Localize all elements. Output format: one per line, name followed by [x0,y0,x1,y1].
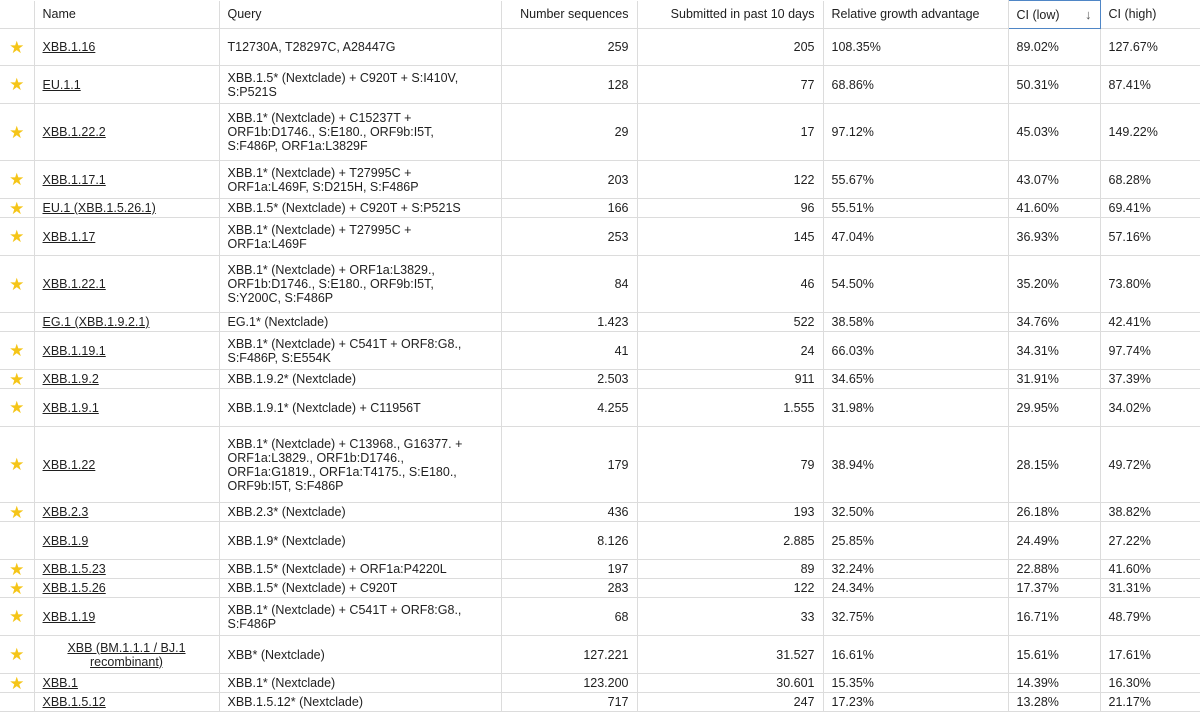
submitted-cell: 89 [637,560,823,579]
variant-link[interactable]: XBB.1.9 [42,533,89,548]
header-ci-low[interactable] [1008,1,1100,29]
table-row[interactable] [0,199,1200,218]
submitted-cell: 145 [637,218,823,256]
ci-low-cell: 34.31% [1008,332,1100,370]
query-cell [219,522,501,560]
ci-low-cell: 15.61% [1008,636,1100,674]
variant-link[interactable]: XBB.1.5.26 [42,581,106,595]
header-ci-high-label: CI (high) [1108,7,1157,22]
growth-advantage-cell: 66.03% [823,332,1008,370]
query-line: XBB.1* (Nextclade) + ORF1a:L3829., [227,263,435,277]
submitted-cell: 79 [637,427,823,503]
query-line: ORF1a:L469F, S:D215H, S:F486P [227,179,419,194]
number-sequences-cell: 41 [501,332,637,370]
ci-low-cell: 45.03% [1008,104,1100,161]
star-icon[interactable]: ★ [9,37,25,57]
star-cell [0,199,34,218]
star-cell [0,218,34,256]
variant-name-cell [34,29,219,66]
query-line: XBB.1* (Nextclade) [227,676,336,690]
number-sequences-cell: 179 [501,427,637,503]
star-cell [0,598,34,636]
table-row[interactable] [0,66,1200,104]
ci-high-cell: 73.80% [1100,256,1200,313]
ci-high-cell: 41.60% [1100,560,1200,579]
number-sequences-cell: 259 [501,29,637,66]
query-line: XBB.1.5* (Nextclade) + C920T + S:P521S [227,201,461,215]
table-header [0,1,1200,29]
ci-high-cell: 34.02% [1100,389,1200,427]
query-line: ORF1b:D1746., S:E180., ORF9b:I5T, [227,125,434,139]
query-cell [219,636,501,674]
growth-advantage-cell: 68.86% [823,66,1008,104]
number-sequences-cell: 253 [501,218,637,256]
variant-link[interactable]: XBB.1 [42,676,78,690]
ci-low-cell: 22.88% [1008,560,1100,579]
table-row[interactable] [0,598,1200,636]
star-cell [0,636,34,674]
query-line: XBB.1* (Nextclade) + C541T + ORF8:G8., [227,336,462,351]
query-line: T12730A, T28297C, A28447G [227,40,396,54]
submitted-cell: 17 [637,104,823,161]
star-cell [0,693,34,712]
variant-link[interactable]: EG.1 (XBB.1.9.2.1) [42,315,150,329]
growth-advantage-cell: 15.35% [823,674,1008,693]
query-line: S:Y200C, S:F486P [227,291,334,305]
query-line: XBB.1* (Nextclade) + C15237T + [227,111,412,125]
variant-name-cell [34,427,219,503]
star-icon[interactable]: ★ [9,398,25,417]
ci-high-cell: 37.39% [1100,370,1200,389]
query-line: ORF1a:G1819., ORF1a:T4175., S:E180., [227,464,457,479]
variant-name-cell [34,256,219,313]
variant-link[interactable]: XBB.1.5.12 [42,695,106,709]
variant-link[interactable]: XBB.1.22 [42,457,96,472]
header-query[interactable] [219,1,501,29]
growth-advantage-cell: 16.61% [823,636,1008,674]
ci-high-cell: 42.41% [1100,313,1200,332]
submitted-cell: 247 [637,693,823,712]
ci-high-cell: 69.41% [1100,199,1200,218]
variant-link[interactable]: XBB.1.9.2 [42,372,99,386]
query-cell [219,29,501,66]
query-cell [219,161,501,199]
variant-link[interactable]: XBB.1.17 [42,229,96,244]
submitted-cell: 1.555 [637,389,823,427]
star-icon[interactable]: ★ [9,341,25,360]
ci-high-cell: 21.17% [1100,693,1200,712]
variant-name-line: XBB (BM.1.1.1 / BJ.1 [67,640,186,655]
star-icon[interactable]: ★ [9,645,25,664]
star-cell [0,29,34,66]
variant-name-cell [34,218,219,256]
table-row[interactable] [0,579,1200,598]
ci-low-cell: 31.91% [1008,370,1100,389]
star-icon[interactable]: ★ [9,369,25,389]
table-row[interactable] [0,313,1200,332]
query-cell [219,560,501,579]
header-submitted[interactable] [637,1,823,29]
ci-high-cell: 68.28% [1100,161,1200,199]
query-cell [219,370,501,389]
number-sequences-cell: 4.255 [501,389,637,427]
table-row[interactable] [0,503,1200,522]
growth-advantage-cell: 24.34% [823,579,1008,598]
ci-low-cell: 35.20% [1008,256,1100,313]
number-sequences-cell: 166 [501,199,637,218]
table-row[interactable] [0,370,1200,389]
query-line: XBB.1.9* (Nextclade) [227,533,346,548]
submitted-cell: 33 [637,598,823,636]
table-row[interactable] [0,427,1200,503]
ci-high-cell: 31.31% [1100,579,1200,598]
growth-advantage-cell: 54.50% [823,256,1008,313]
table-row[interactable] [0,674,1200,693]
ci-high-cell: 97.74% [1100,332,1200,370]
ci-high-cell: 149.22% [1100,104,1200,161]
ci-high-cell: 87.41% [1100,66,1200,104]
variant-name-cell [34,161,219,199]
variant-link[interactable]: XBB.1.19.1 [42,343,106,358]
number-sequences-cell: 127.221 [501,636,637,674]
table-body [0,29,1200,712]
query-cell [219,389,501,427]
star-cell [0,370,34,389]
number-sequences-cell: 197 [501,560,637,579]
submitted-cell: 96 [637,199,823,218]
variant-link[interactable]: XBB.1.17.1 [42,172,106,187]
ci-high-cell: 17.61% [1100,636,1200,674]
variant-link[interactable]: XBB.2.3 [42,505,89,519]
ci-low-cell: 43.07% [1008,161,1100,199]
header-growth-label: Relative growth advantage [831,7,980,22]
submitted-cell: 24 [637,332,823,370]
ci-low-cell: 29.95% [1008,389,1100,427]
star-cell [0,579,34,598]
star-cell [0,104,34,161]
query-line: ORF1b:D1746., S:E180., ORF9b:I5T, [227,277,434,291]
header-ci-high[interactable] [1100,1,1200,29]
number-sequences-cell: 2.503 [501,370,637,389]
variant-link[interactable] [67,641,185,669]
query-line: EG.1* (Nextclade) [227,315,329,329]
variant-link[interactable]: XBB.1.22.1 [42,277,106,291]
ci-low-cell: 14.39% [1008,674,1100,693]
query-cell [219,693,501,712]
submitted-cell: 2.885 [637,522,823,560]
star-cell [0,427,34,503]
table-row[interactable] [0,389,1200,427]
query-line: XBB.2.3* (Nextclade) [227,505,346,519]
query-line: XBB* (Nextclade) [227,647,325,662]
query-line: XBB.1.5.12* (Nextclade) [227,695,363,709]
star-icon[interactable]: ★ [9,673,25,693]
variant-name-cell [34,560,219,579]
number-sequences-cell: 84 [501,256,637,313]
number-sequences-cell: 1.423 [501,313,637,332]
table-row[interactable] [0,636,1200,674]
star-icon[interactable]: ★ [9,502,25,522]
number-sequences-cell: 68 [501,598,637,636]
variant-name-cell [34,104,219,161]
table-row[interactable] [0,256,1200,313]
ci-low-cell: 13.28% [1008,693,1100,712]
number-sequences-cell: 8.126 [501,522,637,560]
growth-advantage-cell: 47.04% [823,218,1008,256]
header-query-label: Query [227,7,262,22]
variant-name-cell [34,522,219,560]
growth-advantage-cell: 97.12% [823,104,1008,161]
table-row[interactable] [0,522,1200,560]
growth-advantage-cell: 25.85% [823,522,1008,560]
ci-low-cell: 50.31% [1008,66,1100,104]
query-cell [219,313,501,332]
query-cell [219,579,501,598]
query-cell [219,598,501,636]
query-line: S:F486P, ORF1a:L3829F [227,139,368,153]
query-cell [219,104,501,161]
ci-high-cell: 16.30% [1100,674,1200,693]
star-cell [0,389,34,427]
star-cell [0,560,34,579]
query-line: XBB.1.5* (Nextclade) + ORF1a:P4220L [227,562,447,576]
table-row[interactable] [0,332,1200,370]
query-line: S:F486P, S:E554K [227,350,331,365]
submitted-cell: 122 [637,579,823,598]
ci-high-cell: 57.16% [1100,218,1200,256]
submitted-cell: 205 [637,29,823,66]
number-sequences-cell: 123.200 [501,674,637,693]
star-icon[interactable]: ★ [9,170,25,189]
variant-name-cell [34,579,219,598]
star-cell [0,522,34,560]
star-icon[interactable]: ★ [9,274,25,294]
header-number-sequences[interactable] [501,1,637,29]
star-icon[interactable]: ★ [9,227,25,246]
ci-low-cell: 26.18% [1008,503,1100,522]
variant-name-cell [34,636,219,674]
number-sequences-cell: 436 [501,503,637,522]
header-number-sequences-label: Number sequences [520,7,629,22]
variant-name-line: recombinant) [90,654,163,669]
query-line: ORF1a:L3829., ORF1b:D1746., [227,450,404,465]
growth-advantage-cell: 55.67% [823,161,1008,199]
number-sequences-cell: 717 [501,693,637,712]
variant-name-cell [34,332,219,370]
variant-link[interactable]: XBB.1.22.2 [42,125,106,139]
query-cell [219,256,501,313]
growth-advantage-cell: 34.65% [823,370,1008,389]
header-star-column [0,1,34,29]
query-line: XBB.1.5* (Nextclade) + C920T [227,581,398,595]
star-cell [0,256,34,313]
variant-name-cell [34,199,219,218]
query-line: ORF9b:I5T, S:F486P [227,478,344,493]
number-sequences-cell: 283 [501,579,637,598]
growth-advantage-cell: 55.51% [823,199,1008,218]
header-name-label: Name [42,7,76,22]
growth-advantage-cell: 32.24% [823,560,1008,579]
table-row[interactable] [0,104,1200,161]
query-line: XBB.1.5* (Nextclade) + C920T + S:I410V, [227,70,459,85]
star-icon[interactable]: ★ [9,75,25,94]
submitted-cell: 193 [637,503,823,522]
header-ci-low-label: CI (low) [1016,7,1060,22]
variant-link[interactable]: XBB.1.16 [42,40,96,54]
variant-link[interactable]: XBB.1.9.1 [42,400,99,415]
growth-advantage-cell: 32.75% [823,598,1008,636]
query-cell [219,674,501,693]
submitted-cell: 911 [637,370,823,389]
query-line: XBB.1* (Nextclade) + C541T + ORF8:G8., [227,602,462,617]
number-sequences-cell: 203 [501,161,637,199]
ci-low-cell: 24.49% [1008,522,1100,560]
variant-link[interactable]: EU.1 (XBB.1.5.26.1) [42,201,156,215]
star-cell [0,332,34,370]
variant-name-cell [34,674,219,693]
star-cell [0,161,34,199]
query-cell [219,332,501,370]
variant-link[interactable]: XBB.1.19 [42,609,96,624]
header-submitted-label: Submitted in past 10 days [670,7,815,22]
ci-low-cell: 28.15% [1008,427,1100,503]
query-line: XBB.1* (Nextclade) + T27995C + [227,222,412,237]
growth-advantage-cell: 31.98% [823,389,1008,427]
query-line: ORF1a:L469F [227,236,307,251]
number-sequences-cell: 29 [501,104,637,161]
growth-advantage-cell: 38.94% [823,427,1008,503]
ci-high-cell: 38.82% [1100,503,1200,522]
ci-low-cell: 17.37% [1008,579,1100,598]
variant-name-cell [34,313,219,332]
ci-low-cell: 16.71% [1008,598,1100,636]
variant-name-cell [34,389,219,427]
submitted-cell: 30.601 [637,674,823,693]
variant-name-cell [34,370,219,389]
ci-high-cell: 127.67% [1100,29,1200,66]
query-cell [219,218,501,256]
variant-name-cell [34,598,219,636]
query-line: S:P521S [227,84,277,99]
star-icon[interactable]: ★ [9,122,25,142]
ci-low-cell: 36.93% [1008,218,1100,256]
variant-name-cell [34,503,219,522]
table-row[interactable] [0,693,1200,712]
star-icon[interactable]: ★ [9,607,25,626]
growth-advantage-cell: 17.23% [823,693,1008,712]
growth-advantage-cell: 38.58% [823,313,1008,332]
ci-high-cell: 48.79% [1100,598,1200,636]
star-icon[interactable]: ★ [9,455,25,474]
query-line: S:F486P [227,616,277,631]
table-row[interactable] [0,560,1200,579]
query-cell [219,503,501,522]
variant-name-cell [34,66,219,104]
number-sequences-cell: 128 [501,66,637,104]
query-line: XBB.1.9.1* (Nextclade) + C11956T [227,400,421,415]
submitted-cell: 522 [637,313,823,332]
star-icon[interactable]: ★ [9,578,25,598]
star-icon[interactable]: ★ [9,559,25,579]
star-cell [0,313,34,332]
table-row[interactable] [0,218,1200,256]
variant-link[interactable]: XBB.1.5.23 [42,562,106,576]
ci-low-cell: 41.60% [1008,199,1100,218]
header-name[interactable] [34,1,219,29]
star-cell [0,66,34,104]
header-growth[interactable] [823,1,1008,29]
table-row[interactable] [0,29,1200,66]
variant-name-cell [34,693,219,712]
star-icon[interactable]: ★ [9,198,25,218]
arrow-down-icon[interactable]: ↓ [1085,6,1092,22]
query-cell [219,66,501,104]
query-line: XBB.1* (Nextclade) + T27995C + [227,165,412,180]
submitted-cell: 77 [637,66,823,104]
submitted-cell: 31.527 [637,636,823,674]
star-cell [0,503,34,522]
growth-advantage-cell: 32.50% [823,503,1008,522]
growth-advantage-cell: 108.35% [823,29,1008,66]
query-cell [219,199,501,218]
submitted-cell: 46 [637,256,823,313]
ci-low-cell: 89.02% [1008,29,1100,66]
query-cell [219,427,501,503]
ci-high-cell: 49.72% [1100,427,1200,503]
query-line: XBB.1.9.2* (Nextclade) [227,372,357,386]
variant-link[interactable]: EU.1.1 [42,77,81,92]
query-line: XBB.1* (Nextclade) + C13968., G16377. + [227,436,463,451]
submitted-cell: 122 [637,161,823,199]
table-row[interactable] [0,161,1200,199]
ci-high-cell: 27.22% [1100,522,1200,560]
ci-low-cell: 34.76% [1008,313,1100,332]
star-cell [0,674,34,693]
